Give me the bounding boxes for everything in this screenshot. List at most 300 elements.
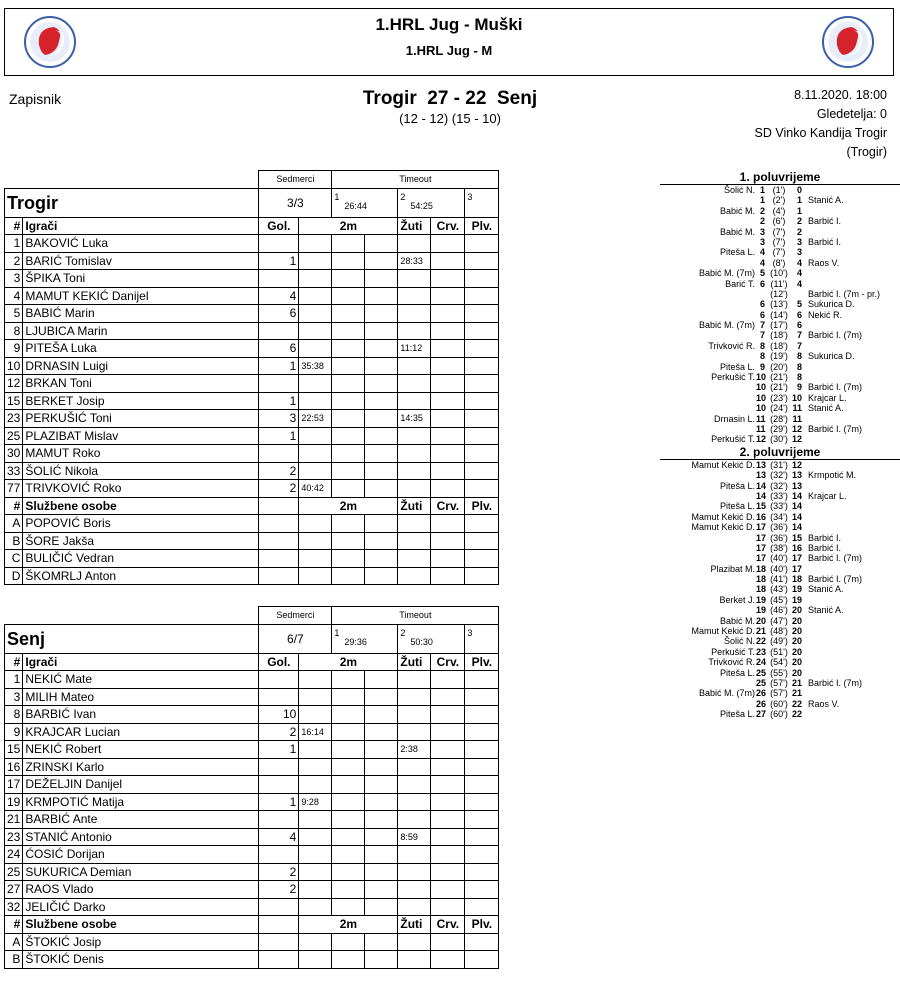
player-row <box>5 427 499 445</box>
home-score: 11 <box>756 413 766 424</box>
timeout-number: 2 <box>400 191 406 202</box>
team-table-senj <box>4 606 499 969</box>
player-two-min <box>299 811 332 829</box>
goal-event-row <box>660 699 900 709</box>
col-blue: Plv. <box>465 916 499 934</box>
goal-event-row <box>660 424 900 434</box>
player-name: JELIČIĆ Darko <box>23 898 259 916</box>
official-letter: A <box>5 515 23 533</box>
player-name: ŠPIKA Toni <box>23 270 259 288</box>
official-name: BULIČIĆ Vedran <box>23 550 259 568</box>
guest-score: 7 <box>796 330 802 341</box>
goal-event-row <box>660 491 900 501</box>
goal-event-row <box>660 460 900 470</box>
goal-event-row <box>660 470 900 480</box>
event-minute: (36') <box>770 522 788 533</box>
home-score: 21 <box>756 626 767 637</box>
half-scores: (12 - 12) (15 - 10) <box>399 111 501 126</box>
player-number: 33 <box>5 462 23 480</box>
home-score: 7 <box>759 320 765 331</box>
player-goals <box>259 898 299 916</box>
guest-score: 8 <box>796 372 802 383</box>
home-score: 13 <box>756 459 767 470</box>
player-yellow <box>398 445 431 463</box>
event-minute: (33') <box>770 490 788 501</box>
goal-event-row <box>660 414 900 424</box>
player-number: 9 <box>5 723 23 741</box>
home-score: 18 <box>756 563 767 574</box>
event-minute: (40') <box>770 553 788 564</box>
player-goals: 1 <box>259 392 299 410</box>
player-number: 27 <box>5 881 23 899</box>
guest-score: 20 <box>792 636 803 647</box>
player-goals <box>259 846 299 864</box>
home-score: 18 <box>756 574 767 585</box>
timeout-caption: Timeout <box>332 607 499 625</box>
col-yellow: Žuti <box>398 217 431 235</box>
player-row <box>5 305 499 323</box>
player-yellow <box>398 776 431 794</box>
player-two-min <box>299 340 332 358</box>
player-name: BAKOVIĆ Luka <box>23 235 259 253</box>
goal-event-row <box>660 330 900 340</box>
goal-event-row <box>660 595 900 605</box>
official-row <box>5 532 499 550</box>
half-title: 2. poluvrijeme <box>660 445 900 460</box>
home-scorer: Trivković R. <box>708 657 755 668</box>
guest-scorer: Barbić I. (7m) <box>808 423 863 434</box>
official-name: ŠTOKIĆ Josip <box>23 933 259 951</box>
event-minute: (10') <box>770 268 788 279</box>
player-yellow: 2:38 <box>398 741 431 759</box>
goal-event-row <box>660 279 900 289</box>
player-two-min <box>299 322 332 340</box>
official-name: POPOVIĆ Boris <box>23 515 259 533</box>
goal-event-row <box>660 195 900 205</box>
guest-score: 10 <box>792 392 803 403</box>
score-line: Trogir 27 - 22 Senj <box>362 88 538 109</box>
guest-scorer: Stanić A. <box>808 584 844 595</box>
player-name: KRAJCAR Lucian <box>23 723 259 741</box>
player-two-min: 9:28 <box>299 793 332 811</box>
player-yellow <box>398 235 431 253</box>
player-goals: 3 <box>259 410 299 428</box>
official-row <box>5 567 499 585</box>
guest-score: 20 <box>792 646 803 657</box>
guest-scorer: Raos V. <box>808 698 840 709</box>
team-table-trogir <box>4 170 499 585</box>
timeout-number: 2 <box>400 627 406 638</box>
guest-scorer: Stanić A. <box>808 403 844 414</box>
home-scorer: Mamut Kekić D. <box>691 459 755 470</box>
player-number: 32 <box>5 898 23 916</box>
player-number: 15 <box>5 741 23 759</box>
home-score: 3 <box>759 226 765 237</box>
home-score: 15 <box>756 501 767 512</box>
sedmerci-value: 6/7 <box>259 624 332 653</box>
player-goals: 4 <box>259 287 299 305</box>
home-scorer: Trivković R. <box>708 340 755 351</box>
player-name: BARBIĆ Ante <box>23 811 259 829</box>
player-row <box>5 410 499 428</box>
goal-event-row <box>660 185 900 195</box>
player-two-min <box>299 846 332 864</box>
goal-event-row <box>660 247 900 257</box>
player-row <box>5 671 499 689</box>
event-minute: (2') <box>772 195 786 206</box>
player-row <box>5 375 499 393</box>
player-number: 17 <box>5 776 23 794</box>
guest-score: 14 <box>792 490 803 501</box>
home-scorer: Barić T. <box>725 278 755 289</box>
official-name: ŠORE Jakša <box>23 532 259 550</box>
event-minute: (49') <box>770 636 788 647</box>
guest-scorer: Barbić I. <box>808 236 842 247</box>
event-minute: (41') <box>770 574 788 585</box>
player-name: DEŽELJIN Danijel <box>23 776 259 794</box>
player-number: 10 <box>5 357 23 375</box>
federation-logo <box>821 15 875 69</box>
home-score: 17 <box>756 542 767 553</box>
timeout-number: 1 <box>334 627 340 638</box>
player-yellow <box>398 427 431 445</box>
goal-event-row <box>660 237 900 247</box>
home-score: 6 <box>759 309 765 320</box>
goal-event-row <box>660 512 900 522</box>
official-row <box>5 951 499 969</box>
goal-event-row <box>660 434 900 444</box>
official-letter: D <box>5 567 23 585</box>
guest-score: 16 <box>792 542 803 553</box>
player-number: 25 <box>5 427 23 445</box>
player-row <box>5 287 499 305</box>
guest-score: 14 <box>792 511 803 522</box>
home-score: 10 <box>756 372 767 383</box>
timeout-cell <box>398 188 465 217</box>
player-two-min <box>299 828 332 846</box>
player-number: 15 <box>5 392 23 410</box>
goal-event-row <box>660 605 900 615</box>
player-two-min <box>299 688 332 706</box>
venue: SD Vinko Kandija Trogir <box>754 126 887 140</box>
home-score: 23 <box>756 646 767 657</box>
player-name: ĆOSIĆ Dorijan <box>23 846 259 864</box>
officials-heading: Službene osobe <box>23 916 259 934</box>
event-minute: (57') <box>770 677 788 688</box>
player-row <box>5 480 499 498</box>
player-row <box>5 688 499 706</box>
official-name: ŠKOMRLJ Anton <box>23 567 259 585</box>
home-score: 8 <box>759 351 765 362</box>
guest-scorer: Krmpotić M. <box>808 470 857 481</box>
col-red: Crv. <box>431 916 465 934</box>
col-two-min: 2m <box>299 653 398 671</box>
goal-event-row <box>660 616 900 626</box>
player-name: BABIĆ Marin <box>23 305 259 323</box>
timeout-cell <box>398 624 465 653</box>
guest-score: 20 <box>792 657 803 668</box>
event-minute: (28') <box>770 413 788 424</box>
player-yellow <box>398 305 431 323</box>
home-score: 13 <box>756 470 767 481</box>
home-score: 17 <box>756 532 767 543</box>
guest-score: 22 <box>792 709 803 720</box>
home-score: 20 <box>756 615 767 626</box>
col-blue: Plv. <box>465 653 499 671</box>
goal-event-row <box>660 647 900 657</box>
home-scorer: Babić M. (7m) <box>698 268 755 279</box>
home-scorer: Perkušić T. <box>711 646 755 657</box>
guest-score: 15 <box>792 532 803 543</box>
goal-event-row <box>660 310 900 320</box>
goal-event-row <box>660 372 900 382</box>
player-goals: 2 <box>259 723 299 741</box>
home-scorer: Piteša L. <box>719 247 755 258</box>
guest-score: 20 <box>792 605 803 616</box>
col-two-min: 2m <box>299 217 398 235</box>
home-score: 26 <box>756 698 767 709</box>
goal-event-row <box>660 299 900 309</box>
event-minute: (18') <box>770 330 788 341</box>
team-name: Trogir <box>5 188 259 217</box>
goal-event-row <box>660 522 900 532</box>
timeout-cell <box>465 624 499 653</box>
home-score: 25 <box>756 677 767 688</box>
goal-event-row <box>660 668 900 678</box>
player-row <box>5 898 499 916</box>
home-scorer: Plazibat M. <box>710 563 755 574</box>
guest-scorer: Stanić A. <box>808 195 844 206</box>
half-title: 1. poluvrijeme <box>660 170 900 185</box>
player-goals: 1 <box>259 793 299 811</box>
home-scorer: Piteša L. <box>719 501 755 512</box>
guest-score: 17 <box>792 553 803 564</box>
col-players: Igrači <box>23 653 259 671</box>
guest-score: 4 <box>796 257 802 268</box>
event-minute: (30') <box>770 434 788 445</box>
guest-scorer: Krajcar L. <box>808 490 847 501</box>
timeout-time: 50:30 <box>410 636 433 647</box>
player-two-min <box>299 671 332 689</box>
timeout-time: 26:44 <box>344 200 367 211</box>
player-row <box>5 462 499 480</box>
player-goals: 1 <box>259 741 299 759</box>
player-two-min <box>299 863 332 881</box>
city: (Trogir) <box>846 145 887 159</box>
player-number: 23 <box>5 410 23 428</box>
guest-scorer: Krajcar L. <box>808 392 847 403</box>
event-minute: (6') <box>772 216 786 227</box>
event-minute: (7') <box>772 247 786 258</box>
home-score: 6 <box>759 278 765 289</box>
home-score: 10 <box>756 403 767 414</box>
player-yellow <box>398 375 431 393</box>
event-minute: (17') <box>770 320 788 331</box>
player-number: 25 <box>5 863 23 881</box>
match-score <box>300 88 600 126</box>
col-number: # <box>5 497 23 515</box>
guest-score: 3 <box>796 247 802 258</box>
player-yellow <box>398 863 431 881</box>
guest-scorer: Barbić I. <box>808 532 842 543</box>
home-score: 25 <box>756 667 767 678</box>
player-yellow <box>398 688 431 706</box>
goal-event-row <box>660 403 900 413</box>
event-minute: (8') <box>772 257 786 268</box>
event-minute: (7') <box>772 226 786 237</box>
event-minute: (38') <box>770 542 788 553</box>
guest-scorer: Barbić I. (7m) <box>808 553 863 564</box>
player-row <box>5 706 499 724</box>
player-row <box>5 863 499 881</box>
player-goals <box>259 811 299 829</box>
event-minute: (47') <box>770 615 788 626</box>
player-two-min: 35:38 <box>299 357 332 375</box>
home-scorer: Šolić N. <box>723 636 755 647</box>
player-name: NEKIĆ Robert <box>23 741 259 759</box>
event-minute: (20') <box>770 361 788 372</box>
home-score: 17 <box>756 553 767 564</box>
event-minute: (51') <box>770 646 788 657</box>
home-score: 16 <box>756 511 767 522</box>
player-two-min <box>299 392 332 410</box>
player-number: 1 <box>5 235 23 253</box>
player-two-min <box>299 270 332 288</box>
guest-score: 14 <box>792 501 803 512</box>
player-yellow: 11:12 <box>398 340 431 358</box>
player-two-min: 16:14 <box>299 723 332 741</box>
guest-score: 11 <box>792 413 802 424</box>
goal-event-row <box>660 574 900 584</box>
goal-event-row <box>660 543 900 553</box>
guest-score: 8 <box>796 361 802 372</box>
player-row <box>5 828 499 846</box>
event-minute: (55') <box>770 667 788 678</box>
player-two-min <box>299 881 332 899</box>
sedmerci-value: 3/3 <box>259 188 332 217</box>
event-minute: (13') <box>770 299 788 310</box>
timeout-number: 3 <box>467 191 473 202</box>
home-scorer: Berket J. <box>719 594 755 605</box>
player-name: TRIVKOVIĆ Roko <box>23 480 259 498</box>
player-two-min <box>299 462 332 480</box>
player-name: MAMUT KEKIĆ Danijel <box>23 287 259 305</box>
report-label: Zapisnik <box>9 91 62 107</box>
event-minute: (36') <box>770 532 788 543</box>
player-number: 5 <box>5 305 23 323</box>
col-yellow: Žuti <box>398 916 431 934</box>
home-score: 19 <box>756 605 767 616</box>
player-two-min <box>299 898 332 916</box>
event-minute: (23') <box>770 392 788 403</box>
guest-score: 22 <box>792 698 803 709</box>
player-name: MILIH Mateo <box>23 688 259 706</box>
col-red: Crv. <box>431 497 465 515</box>
home-scorer: Babić M. (7m) <box>698 320 755 331</box>
goal-event-row <box>660 553 900 563</box>
player-goals <box>259 776 299 794</box>
home-score: 12 <box>756 434 767 445</box>
guest-score: 8 <box>796 351 802 362</box>
home-score: 14 <box>756 480 767 491</box>
player-two-min <box>299 287 332 305</box>
timeout-number: 1 <box>334 191 340 202</box>
player-two-min <box>299 445 332 463</box>
goal-event-row <box>660 678 900 688</box>
home-score: 1 <box>759 195 765 206</box>
player-row <box>5 776 499 794</box>
player-goals <box>259 322 299 340</box>
guest-score: 20 <box>792 626 803 637</box>
home-score: 9 <box>759 361 765 372</box>
league-title: 1.HRL Jug - Muški <box>375 15 523 34</box>
home-score: 19 <box>756 594 767 605</box>
player-yellow <box>398 480 431 498</box>
player-row <box>5 881 499 899</box>
official-name: ŠTOKIĆ Denis <box>23 951 259 969</box>
player-name: PERKUŠIĆ Toni <box>23 410 259 428</box>
player-goals: 1 <box>259 427 299 445</box>
player-two-min <box>299 252 332 270</box>
player-name: BARBIĆ Ivan <box>23 706 259 724</box>
player-name: STANIĆ Antonio <box>23 828 259 846</box>
guest-score: 13 <box>792 480 803 491</box>
player-yellow <box>398 846 431 864</box>
player-two-min <box>299 776 332 794</box>
timeout-cell <box>465 188 499 217</box>
player-row <box>5 270 499 288</box>
home-scorer: Babić M. <box>719 615 755 626</box>
player-goals: 2 <box>259 863 299 881</box>
guest-score: 13 <box>792 470 803 481</box>
goal-event-row <box>660 564 900 574</box>
player-goals <box>259 671 299 689</box>
home-scorer: Mamut Kekić D. <box>691 626 755 637</box>
guest-score: 3 <box>796 236 802 247</box>
player-name: RAOS Vlado <box>23 881 259 899</box>
spectators: Gledetelja: 0 <box>816 107 887 121</box>
player-yellow <box>398 706 431 724</box>
official-letter: A <box>5 933 23 951</box>
player-row <box>5 340 499 358</box>
league-subtitle: 1.HRL Jug - M <box>405 43 493 58</box>
home-score: 17 <box>756 522 767 533</box>
goal-event-row <box>660 320 900 330</box>
event-minute: (29') <box>770 423 788 434</box>
player-goals <box>259 445 299 463</box>
guest-score: 20 <box>792 615 803 626</box>
guest-score: 1 <box>796 205 802 216</box>
player-yellow <box>398 898 431 916</box>
home-scorer: Babić M. <box>719 205 755 216</box>
event-minute: (33') <box>770 501 788 512</box>
player-number: 23 <box>5 828 23 846</box>
event-minute: (48') <box>770 626 788 637</box>
guest-scorer: Nekić R. <box>808 309 843 320</box>
timeout-cell <box>332 624 398 653</box>
player-number: 19 <box>5 793 23 811</box>
player-goals: 2 <box>259 480 299 498</box>
goal-event-row <box>660 227 900 237</box>
player-row <box>5 392 499 410</box>
home-score: 4 <box>759 257 765 268</box>
player-two-min <box>299 706 332 724</box>
match-datetime: 8.11.2020. 18:00 <box>794 88 887 102</box>
player-name: ŠOLIĆ Nikola <box>23 462 259 480</box>
player-name: BERKET Josip <box>23 392 259 410</box>
col-players: Igrači <box>23 217 259 235</box>
player-row <box>5 252 499 270</box>
